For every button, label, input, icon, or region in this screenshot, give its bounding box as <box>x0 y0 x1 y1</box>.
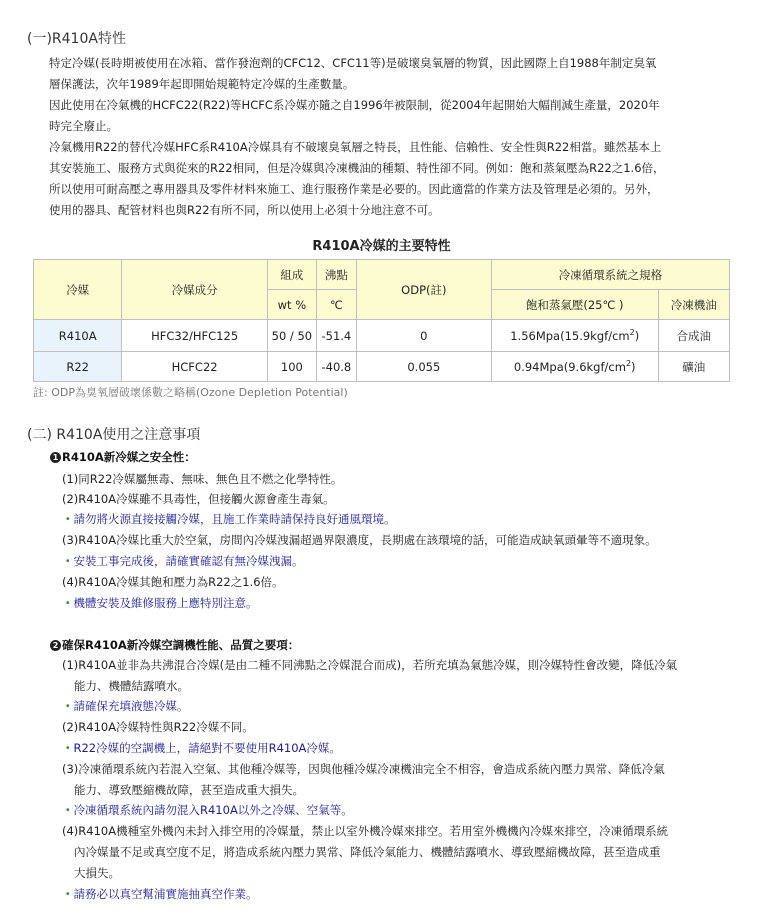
header-refrigerant: 冷媒 <box>34 260 122 320</box>
section1-line: 所以使用可耐高壓之專用器具及零件材料來施工、進行服務作業是必要的。因此適當的作業方法及管理是必須的。另外， <box>49 182 659 196</box>
section1-line: 層保護法，次年1989年起即開始規範特定冷媒的生產數量。 <box>49 77 355 91</box>
bullet-icon: ・ <box>62 803 74 817</box>
header-ratio: 組成 <box>267 260 316 290</box>
cell-composition: HCFC22 <box>122 352 267 382</box>
quality-item: 能力、導致壓縮機故障，甚至造成重大損失。 <box>74 783 304 797</box>
header-boiling: 沸點 <box>316 260 356 290</box>
section1-line: 其安裝施工、服務方式與從來的R22相同，但是冷媒與冷凍機油的種類、特性卻不同。例如：飽和蒸氣壓為R22之1.6倍， <box>49 161 665 175</box>
header-composition: 冷媒成分 <box>122 260 267 320</box>
table-row <box>34 320 730 352</box>
cell-odp: 0 <box>356 320 491 352</box>
section1-line: 因此使用在冷氣機的HCFC22(R22)等HCFC系冷媒亦隨之自1996年被限制，從2004年起開始大幅削減生產量，2020年 <box>49 98 660 112</box>
quality-note <box>62 802 353 818</box>
safety-item: (2)R410A冷媒雖不具毒性，但接觸火源會產生毒氣。 <box>62 492 335 506</box>
header-boiling-unit: ℃ <box>316 290 356 320</box>
number-badge-icon: 2 <box>50 640 61 651</box>
cell-boiling: -51.4 <box>316 320 356 352</box>
cell-oil: 礦油 <box>658 352 729 382</box>
bullet-icon: ・ <box>62 699 74 713</box>
table-row <box>34 352 730 382</box>
bullet-icon: ・ <box>62 512 74 526</box>
safety-note <box>62 511 396 527</box>
header-pressure: 飽和蒸氣壓(25℃ ) <box>491 290 658 320</box>
safety-item: (1)同R22冷媒屬無毒、無味、無色且不燃之化學特性。 <box>62 472 343 486</box>
quality-subheading <box>50 637 299 653</box>
safety-note-text: 安裝工事完成後，請確實確認有無冷媒洩漏。 <box>73 554 304 568</box>
number-badge-icon: 1 <box>50 452 61 463</box>
quality-note <box>62 698 189 714</box>
bullet-icon: ・ <box>62 554 74 568</box>
cell-oil: 合成油 <box>658 320 729 352</box>
safety-note <box>62 595 258 611</box>
refrigerant-spec-table <box>33 259 730 382</box>
quality-note <box>62 740 341 756</box>
header-odp: ODP(註) <box>356 260 491 320</box>
bullet-icon: ・ <box>62 887 74 901</box>
quality-item: 能力、機體結露噴水。 <box>74 679 189 693</box>
safety-subheading <box>50 449 196 465</box>
quality-item: (4)R410A機種室外機內未封入排空用的冷媒量，禁止以室外機冷媒來排空。若用室外機機內冷媒來排空，冷凍循環系統 <box>62 824 669 838</box>
cell-odp: 0.055 <box>356 352 491 382</box>
safety-note-text: 機體安裝及維修服務上應特別注意。 <box>73 596 258 610</box>
cell-composition: HFC32/HFC125 <box>122 320 267 352</box>
cell-name: R410A <box>34 320 122 352</box>
quality-item: 內冷媒量不足或真空度不足，將造成系統內壓力異常、降低冷氣能力、機體結露噴水、導致壓縮機故障，甚至造成重 <box>74 845 661 859</box>
table-note: 註: ODP為臭氧層破壞係數之略稱(Ozone Depletion Potential) <box>33 386 348 399</box>
quality-note-text: 請確保充填液態冷媒。 <box>73 699 189 713</box>
bullet-icon: ・ <box>62 741 74 755</box>
quality-title: 確保R410A新冷媒空調機性能、品質之要項： <box>62 638 300 652</box>
quality-note-text: 冷凍循環系統內請勿混入R410A以外之冷媒、空氣等。 <box>73 803 353 817</box>
header-cycle: 冷凍循環系統之規格 <box>491 260 729 290</box>
quality-item: (2)R410A冷媒特性與R22冷媒不同。 <box>62 720 254 734</box>
safety-title: R410A新冷媒之安全性： <box>62 450 196 464</box>
section1-heading: (一)R410A特性 <box>27 31 126 47</box>
cell-pressure-close: ) <box>631 359 636 374</box>
table-header-row <box>34 260 730 290</box>
header-ratio-unit: wt % <box>267 290 316 320</box>
quality-item: 大損失。 <box>74 866 120 880</box>
quality-note <box>62 886 258 902</box>
safety-item: (3)R410A冷媒比重大於空氣，房間內冷媒洩漏超過界限濃度，長期處在該環境的話，可能造成缺氧頭暈等不適現象。 <box>62 533 657 547</box>
quality-item: (1)R410A並非為共沸混合冷媒(是由二種不同沸點之冷媒混合而成)，若所充填為氣態冷媒，則冷媒特性會改變，降低冷氣 <box>62 658 678 672</box>
bullet-icon: ・ <box>62 596 74 610</box>
cell-pressure-value: 1.56Mpa(15.9kgf/cm <box>510 328 630 343</box>
cell-pressure-exp: 2 <box>625 359 632 369</box>
section1-line: 特定冷媒(長時期被使用在冰箱、當作發泡劑的CFC12、CFC11等)是破壞臭氧層的物質，因此國際上自1988年制定臭氧 <box>49 56 657 70</box>
quality-note-text: 請務必以真空幫浦實施抽真空作業。 <box>73 887 258 901</box>
safety-note <box>62 553 304 569</box>
cell-boiling: -40.8 <box>316 352 356 382</box>
cell-ratio: 100 <box>267 352 316 382</box>
cell-ratio: 50 / 50 <box>267 320 316 352</box>
safety-note-text: 請勿將火源直接接觸冷媒，且施工作業時請保持良好通風環境。 <box>73 512 396 526</box>
table-title: R410A冷媒的主要特性 <box>312 239 451 254</box>
cell-pressure <box>491 320 658 352</box>
safety-item: (4)R410A冷媒其飽和壓力為R22之1.6倍。 <box>62 575 284 589</box>
section1-line: 冷氣機用R22的替代冷媒HFC系R410A冷媒具有不破壞臭氧層之特長，且性能、信賴性、安全性與R22相當。雖然基本上 <box>49 140 662 154</box>
section2-heading: (二) R410A使用之注意事項 <box>27 427 201 443</box>
cell-pressure-exp: 2 <box>629 328 635 338</box>
cell-pressure <box>491 352 658 382</box>
quality-item: (3)冷凍循環系統內若混入空氣、其他種冷媒等，因與他種冷媒冷凍機油完全不相容，會造成系統內壓力異常、降低冷氣 <box>62 762 665 776</box>
cell-pressure-close: ) <box>634 328 640 343</box>
section1-line: 使用的器具、配管材料也與R22有所不同，所以使用上必須十分地注意不可。 <box>49 203 440 217</box>
section1-line: 時完全廢止。 <box>49 119 118 133</box>
header-oil: 冷凍機油 <box>658 290 729 320</box>
cell-pressure-value: 0.94Mpa(9.6kgf/cm <box>513 359 626 374</box>
quality-note-text: R22冷媒的空調機上，請絕對不要使用R410A冷媒。 <box>73 741 341 755</box>
cell-name: R22 <box>34 352 122 382</box>
